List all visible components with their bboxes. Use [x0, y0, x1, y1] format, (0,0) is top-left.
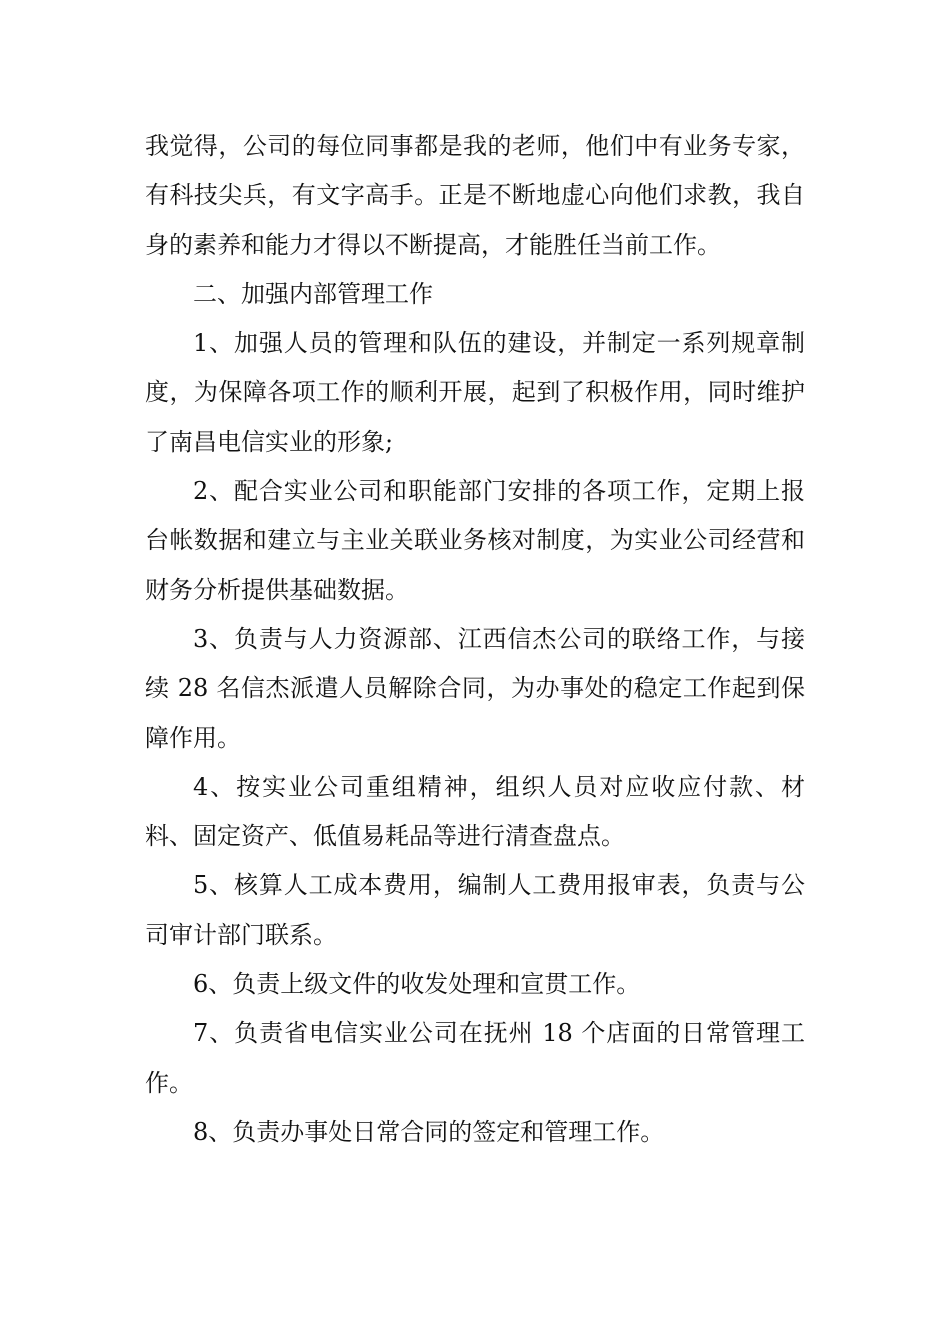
- paragraph-intro: 我觉得，公司的每位同事都是我的老师，他们中有业务专家，有科技尖兵，有文字高手。正是不断地虚心向他们求教，我自身的素养和能力才得以不断提高，才能胜任当前工作。: [145, 132, 805, 259]
- paragraph-item-3: 3、负责与人力资源部、江西信杰公司的联络工作，与接续 28 名信杰派遣人员解除合同，为办事处的稳定工作起到保障作用。: [145, 624, 805, 752]
- paragraph-item-4: 4、按实业公司重组精神，组织人员对应收应付款、材料、固定资产、低值易耗品等进行清查盘点。: [145, 772, 805, 851]
- paragraph-item-7: 7、负责省电信实业公司在抚州 18 个店面的日常管理工作。: [145, 1019, 805, 1097]
- paragraph-item-1: 1、加强人员的管理和队伍的建设，并制定一系列规章制度，为保障各项工作的顺利开展，起到了积极作用，同时维护了南昌电信实业的形象;: [145, 329, 805, 456]
- paragraph-item-2: 2、配合实业公司和职能部门安排的各项工作，定期上报台帐数据和建立与主业关联业务核对制度，为实业公司经营和财务分析提供基础数据。: [145, 477, 805, 604]
- section-heading: 二、加强内部管理工作: [193, 279, 433, 308]
- paragraph-item-6: 6、负责上级文件的收发处理和宣贯工作。: [193, 970, 641, 999]
- document-page: [145, 122, 805, 1157]
- paragraph-item-8: 8、负责办事处日常合同的签定和管理工作。: [193, 1117, 665, 1146]
- paragraph-item-5: 5、核算人工成本费用，编制人工费用报审表，负责与公司审计部门联系。: [145, 871, 805, 949]
